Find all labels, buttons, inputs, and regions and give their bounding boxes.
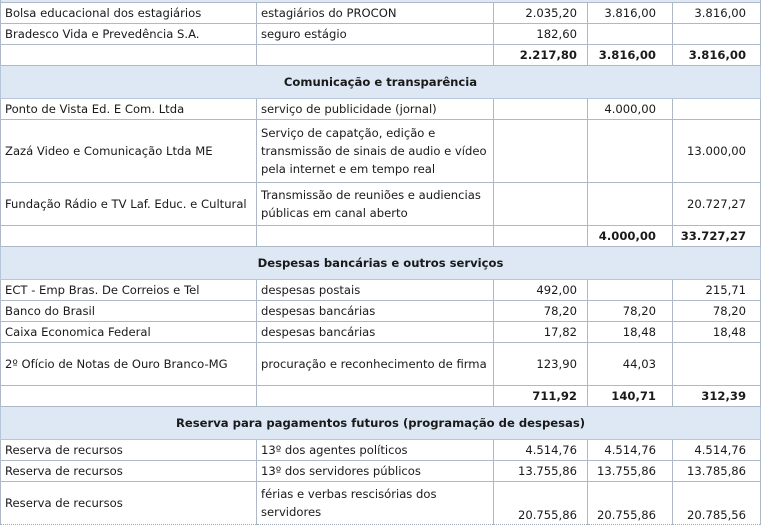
value-cell-2: 44,03 bbox=[588, 343, 673, 386]
total-cell-2: 3.816,00 bbox=[588, 45, 673, 66]
section-header bbox=[1, 407, 761, 440]
fornecedor-cell: Zazá Video e Comunicação Ltda ME bbox=[1, 120, 257, 183]
value-cell-2: 13.755,86 bbox=[588, 461, 673, 482]
table-row bbox=[1, 440, 761, 461]
total-cell-2: 4.000,00 bbox=[588, 226, 673, 247]
fornecedor-cell: Reserva de recursos bbox=[1, 482, 257, 525]
table-row bbox=[1, 24, 761, 45]
total-cell-1 bbox=[494, 226, 588, 247]
descricao-cell: Serviço de capatção, edição e transmissão de sinais de audio e vídeo pela internet e em tempo real bbox=[257, 120, 494, 183]
value-cell-3: 13.000,00 bbox=[673, 120, 761, 183]
value-cell-3: 20.785,56 bbox=[673, 482, 761, 525]
value-cell-1 bbox=[494, 120, 588, 183]
descricao-cell: 13º dos servidores públicos bbox=[257, 461, 494, 482]
table-row bbox=[1, 301, 761, 322]
fornecedor-cell: Reserva de recursos bbox=[1, 440, 257, 461]
value-cell-1: 78,20 bbox=[494, 301, 588, 322]
value-cell-2 bbox=[588, 24, 673, 45]
value-cell-2 bbox=[588, 280, 673, 301]
value-cell-2 bbox=[588, 183, 673, 226]
section-title: Comunicação e transparência bbox=[1, 66, 761, 99]
value-cell-3: 13.785,86 bbox=[673, 461, 761, 482]
descricao-cell: despesas bancárias bbox=[257, 322, 494, 343]
value-cell-1 bbox=[494, 183, 588, 226]
table-row bbox=[1, 343, 761, 386]
section-title: Despesas bancárias e outros serviços bbox=[1, 247, 761, 280]
value-cell-1: 182,60 bbox=[494, 24, 588, 45]
section-header bbox=[1, 66, 761, 99]
value-cell-2: 4.514,76 bbox=[588, 440, 673, 461]
value-cell-3: 18,48 bbox=[673, 322, 761, 343]
descricao-cell: férias e verbas rescisórias dos servidores bbox=[257, 482, 494, 525]
value-cell-1: 123,90 bbox=[494, 343, 588, 386]
section-header bbox=[1, 247, 761, 280]
value-cell-2: 20.755,86 bbox=[588, 482, 673, 525]
fornecedor-cell: Bolsa educacional dos estagiários bbox=[1, 3, 257, 24]
fornecedor-cell: 2º Ofício de Notas de Ouro Branco-MG bbox=[1, 343, 257, 386]
descricao-cell: procuração e reconhecimento de firma bbox=[257, 343, 494, 386]
value-cell-3: 78,20 bbox=[673, 301, 761, 322]
value-cell-1: 17,82 bbox=[494, 322, 588, 343]
table-row bbox=[1, 461, 761, 482]
table-row bbox=[1, 99, 761, 120]
value-cell-2: 18,48 bbox=[588, 322, 673, 343]
value-cell-2: 3.816,00 bbox=[588, 3, 673, 24]
section-title: Reserva para pagamentos futuros (programação de despesas) bbox=[1, 407, 761, 440]
value-cell-1: 2.035,20 bbox=[494, 3, 588, 24]
value-cell-3: 4.514,76 bbox=[673, 440, 761, 461]
total-cell-3: 33.727,27 bbox=[673, 226, 761, 247]
total-row bbox=[1, 386, 761, 407]
value-cell-1: 492,00 bbox=[494, 280, 588, 301]
value-cell-1: 4.514,76 bbox=[494, 440, 588, 461]
total-cell-1: 711,92 bbox=[494, 386, 588, 407]
descricao-cell: despesas bancárias bbox=[257, 301, 494, 322]
total-cell-3: 3.816,00 bbox=[673, 45, 761, 66]
descricao-cell: seguro estágio bbox=[257, 24, 494, 45]
fornecedor-cell: Ponto de Vista Ed. E Com. Ltda bbox=[1, 99, 257, 120]
table-row bbox=[1, 3, 761, 24]
value-cell-2 bbox=[588, 120, 673, 183]
total-row bbox=[1, 45, 761, 66]
fornecedor-cell: Reserva de recursos bbox=[1, 461, 257, 482]
value-cell-3 bbox=[673, 343, 761, 386]
value-cell-1 bbox=[494, 99, 588, 120]
table-row bbox=[1, 183, 761, 226]
table-row bbox=[1, 280, 761, 301]
fornecedor-cell: Caixa Economica Federal bbox=[1, 322, 257, 343]
value-cell-2: 78,20 bbox=[588, 301, 673, 322]
value-cell-3: 20.727,27 bbox=[673, 183, 761, 226]
descricao-cell: Transmissão de reuniões e audiencias públicas em canal aberto bbox=[257, 183, 494, 226]
total-cell-2: 140,71 bbox=[588, 386, 673, 407]
descricao-cell: estagiários do PROCON bbox=[257, 3, 494, 24]
descricao-cell: despesas postais bbox=[257, 280, 494, 301]
table-row bbox=[1, 482, 761, 525]
value-cell-3 bbox=[673, 24, 761, 45]
fornecedor-cell: Fundação Rádio e TV Laf. Educ. e Cultural bbox=[1, 183, 257, 226]
descricao-cell: serviço de publicidade (jornal) bbox=[257, 99, 494, 120]
total-cell-1: 2.217,80 bbox=[494, 45, 588, 66]
fornecedor-cell: Banco do Brasil bbox=[1, 301, 257, 322]
fornecedor-cell: ECT - Emp Bras. De Correios e Tel bbox=[1, 280, 257, 301]
table-row bbox=[1, 322, 761, 343]
value-cell-1: 20.755,86 bbox=[494, 482, 588, 525]
fornecedor-cell: Bradesco Vida e Prevedência S.A. bbox=[1, 24, 257, 45]
total-cell-3: 312,39 bbox=[673, 386, 761, 407]
value-cell-3: 3.816,00 bbox=[673, 3, 761, 24]
descricao-cell: 13º dos agentes políticos bbox=[257, 440, 494, 461]
value-cell-3 bbox=[673, 99, 761, 120]
value-cell-1: 13.755,86 bbox=[494, 461, 588, 482]
value-cell-2: 4.000,00 bbox=[588, 99, 673, 120]
table-row bbox=[1, 120, 761, 183]
total-row bbox=[1, 226, 761, 247]
value-cell-3: 215,71 bbox=[673, 280, 761, 301]
